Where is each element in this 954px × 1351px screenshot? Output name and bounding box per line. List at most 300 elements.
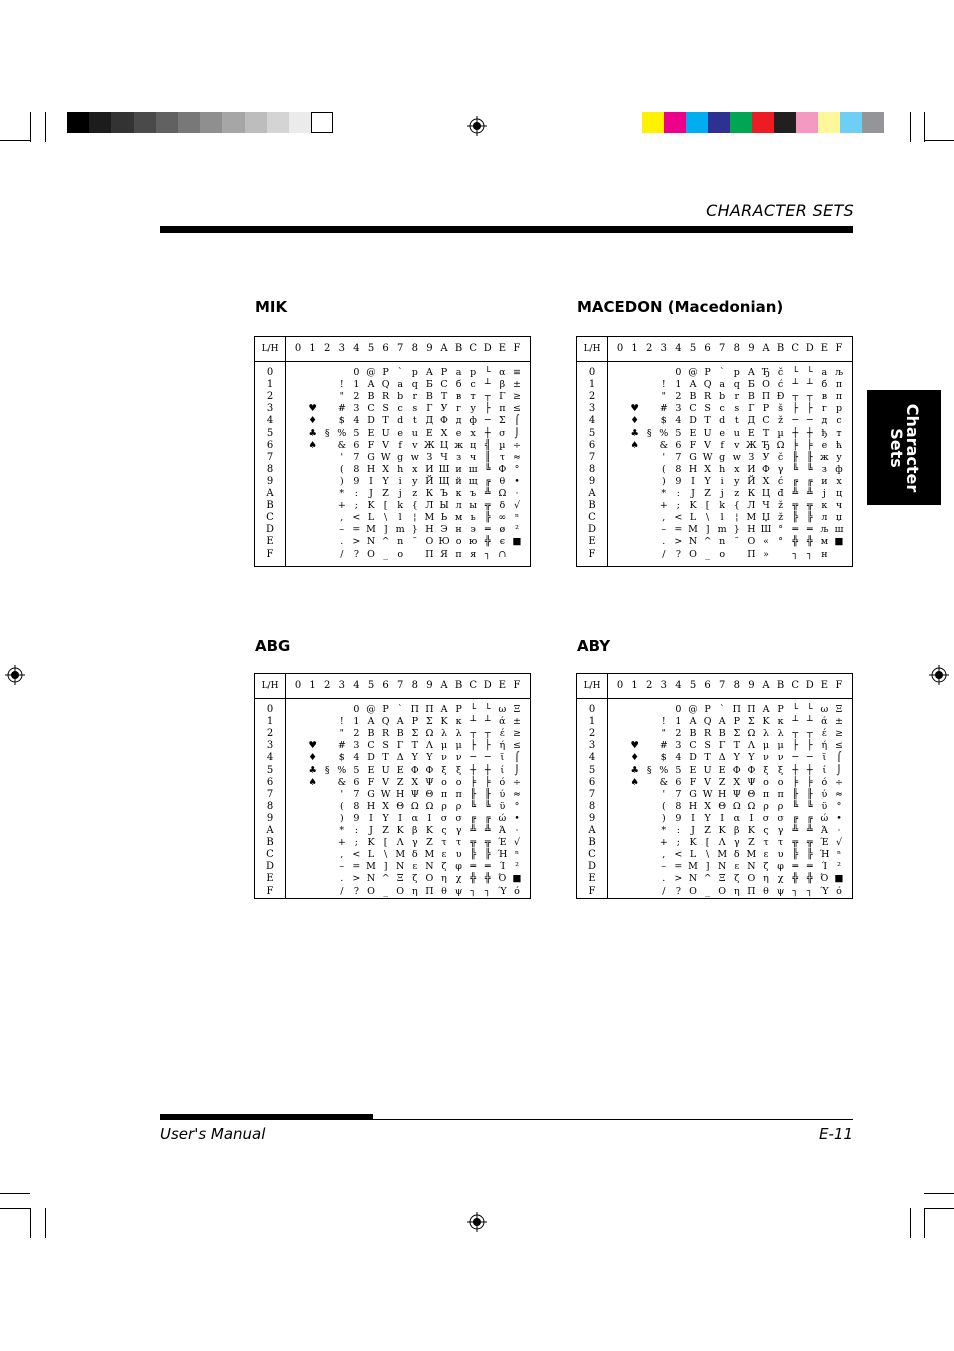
character-cell: ή	[821, 740, 828, 752]
character-cell: ν	[441, 752, 447, 764]
character-cell: Ш	[760, 524, 772, 536]
character-cell: "	[661, 728, 666, 740]
character-cell: C	[689, 740, 697, 752]
character-cell: Ω	[498, 488, 507, 499]
character-cell: У	[762, 451, 770, 463]
crop-mark	[924, 112, 925, 142]
character-cell: Ђ	[762, 367, 770, 378]
character-cell: W	[380, 788, 391, 800]
character-cell: ć	[777, 475, 784, 487]
character-cell: %	[337, 427, 347, 439]
character-cell: 9	[675, 475, 682, 487]
character-cell: \	[383, 849, 388, 861]
character-cell: η	[733, 885, 740, 897]
character-cell: «	[763, 536, 769, 548]
character-cell: ╚	[806, 800, 813, 812]
character-cell: ⌠	[514, 752, 520, 764]
character-cell: έ	[499, 728, 505, 740]
character-cell: κ	[777, 716, 784, 728]
character-cell: B	[689, 391, 697, 403]
character-cell: g	[719, 451, 726, 463]
character-cell: я	[470, 548, 477, 560]
character-cell: \	[383, 512, 388, 524]
character-cell: Р	[762, 403, 770, 415]
character-cell: β	[734, 825, 740, 836]
character-cell: z	[734, 488, 740, 499]
character-cell: ┼	[470, 764, 477, 776]
page-number: E-11	[819, 1125, 853, 1143]
row-header: D	[265, 524, 275, 536]
character-cell: ή	[499, 740, 506, 752]
character-cell: ^	[381, 536, 390, 548]
character-cell: β	[412, 825, 418, 836]
character-cell: ┴	[792, 379, 799, 391]
character-cell: F	[689, 776, 697, 788]
row-header: 9	[266, 812, 274, 824]
character-cell: Х	[440, 427, 448, 439]
character-cell: S	[382, 740, 389, 752]
character-cell: Ί	[499, 861, 506, 873]
character-cell: ώ	[498, 812, 507, 824]
character-cell: р	[835, 403, 843, 415]
column-header: 6	[382, 343, 389, 354]
character-cell: –	[339, 861, 345, 873]
character-cell: ш	[834, 524, 844, 536]
character-cell: ┴	[470, 716, 477, 728]
character-cell: ÷	[513, 776, 521, 788]
character-cell: ≤	[513, 403, 521, 415]
character-cell: ♥	[308, 740, 317, 752]
row-header: D	[265, 861, 275, 873]
character-cell: ├	[792, 403, 799, 415]
column-header: 8	[733, 343, 740, 354]
character-cell: K	[689, 837, 697, 849]
character-cell: ╦	[792, 500, 799, 512]
character-cell: Ж	[746, 439, 757, 451]
character-cell: V	[382, 776, 390, 788]
character-cell: ╟	[470, 788, 477, 800]
character-cell: ;	[354, 837, 358, 849]
character-cell: F	[689, 439, 697, 451]
character-cell: )	[661, 812, 666, 824]
character-cell: A	[440, 704, 448, 715]
character-cell: ά	[499, 716, 506, 728]
character-cell: ♥	[308, 403, 317, 415]
character-cell: &	[659, 776, 669, 788]
character-cell: ⁿ	[836, 849, 842, 861]
gray-swatch	[267, 112, 289, 133]
character-cell: ╔	[792, 812, 799, 824]
character-cell: W	[702, 451, 713, 463]
character-cell: c	[397, 403, 403, 415]
character-cell: X	[704, 800, 711, 812]
character-cell: '	[662, 451, 666, 463]
character-cell: └	[792, 704, 799, 715]
character-cell: џ	[835, 512, 843, 524]
character-cell: ,	[662, 512, 666, 524]
character-cell: l	[398, 512, 402, 524]
character-cell: τ	[455, 837, 462, 849]
character-cell: 0	[353, 704, 360, 715]
character-cell: G	[367, 788, 375, 800]
character-cell: !	[339, 379, 344, 391]
character-cell: γ	[777, 463, 784, 475]
character-cell: ┴	[792, 716, 799, 728]
character-cell: ζ	[763, 861, 769, 873]
row-header: 0	[588, 367, 596, 378]
character-cell: ж	[820, 451, 829, 463]
character-cell: \	[705, 512, 710, 524]
character-cell: Р	[777, 704, 784, 715]
character-cell: –	[661, 524, 667, 536]
character-cell: @	[366, 704, 376, 715]
character-cell: >	[352, 873, 361, 885]
character-cell: С	[440, 379, 448, 391]
character-cell: θ	[763, 885, 769, 897]
character-cell: Ъ	[440, 488, 448, 499]
row-header: 6	[588, 776, 596, 788]
character-cell: └	[484, 704, 491, 715]
character-cell: X	[382, 463, 389, 475]
character-cell: ╩	[792, 825, 799, 836]
character-cell: Q	[381, 716, 390, 728]
character-cell: I	[369, 812, 373, 824]
character-cell: Ω	[747, 800, 756, 812]
character-cell: g	[397, 451, 404, 463]
character-cell: љ	[834, 367, 843, 378]
character-cell: &	[337, 776, 347, 788]
character-cell: П	[425, 548, 434, 560]
character-cell: d	[397, 415, 404, 427]
character-cell: Ω	[732, 800, 741, 812]
character-cell: ┬	[484, 391, 491, 403]
character-cell: α	[411, 812, 418, 824]
character-cell: N	[688, 536, 698, 548]
character-cell: e	[719, 427, 725, 439]
character-cell: μ	[777, 740, 784, 752]
character-cell: U	[703, 427, 712, 439]
character-cell: р	[470, 367, 477, 378]
character-cell: ό	[821, 776, 828, 788]
character-cell: ╠	[792, 849, 799, 861]
row-header: E	[266, 873, 274, 885]
character-cell: y	[412, 475, 418, 487]
character-cell: Z	[382, 825, 389, 836]
character-cell: •	[836, 812, 842, 824]
character-cell: ╠	[484, 849, 491, 861]
character-cell: d	[719, 415, 726, 427]
character-cell: j	[398, 488, 402, 499]
character-cell: Π	[732, 704, 741, 715]
character-cell: Σ	[733, 728, 741, 740]
character-cell: č	[777, 451, 784, 463]
character-cell: σ	[762, 812, 770, 824]
row-header: D	[587, 861, 597, 873]
character-cell: ┐	[806, 885, 813, 897]
character-cell: b	[397, 391, 404, 403]
character-cell: ?	[675, 885, 681, 897]
character-cell: ±	[835, 716, 843, 728]
character-cell: ζ	[441, 861, 447, 873]
column-header: E	[498, 680, 507, 691]
character-cell: H	[688, 463, 698, 475]
character-cell: λ	[440, 728, 448, 740]
character-cell: ρ	[455, 800, 462, 812]
character-cell: ─	[484, 752, 491, 764]
character-cell: P	[704, 704, 711, 715]
character-cell: Џ	[761, 512, 771, 524]
character-cell: ∞	[498, 512, 507, 524]
character-cell: Ы	[439, 500, 449, 512]
column-header: E	[820, 680, 829, 691]
character-cell: *	[339, 488, 345, 499]
column-header: C	[791, 680, 800, 691]
character-cell: х	[470, 427, 476, 439]
character-cell: °	[778, 524, 783, 536]
character-cell: <	[352, 849, 361, 861]
character-cell: Ψ	[747, 776, 756, 788]
character-cell: `	[397, 367, 403, 378]
character-cell: y	[734, 475, 740, 487]
character-cell: ╬	[484, 536, 491, 548]
character-cell: L	[367, 512, 375, 524]
character-cell: ╦	[792, 837, 799, 849]
character-cell: ы	[469, 500, 477, 512]
character-cell: ,	[662, 849, 666, 861]
row-header: 4	[588, 752, 596, 764]
character-cell: Ω	[425, 800, 434, 812]
character-cell: <	[674, 849, 683, 861]
character-cell: ø	[499, 524, 506, 536]
character-cell: K	[689, 500, 697, 512]
character-table-macedon	[576, 336, 853, 567]
column-header: 0	[294, 680, 302, 691]
row-header: 5	[266, 427, 274, 439]
character-cell: ο	[763, 776, 769, 788]
row-header: B	[266, 500, 274, 512]
character-cell: Ψ	[732, 788, 741, 800]
character-cell: Ц	[439, 439, 449, 451]
character-cell: ±	[513, 379, 521, 391]
character-cell: ♦	[630, 752, 639, 764]
character-cell: O	[367, 885, 375, 897]
character-cell: у	[470, 403, 476, 415]
column-header: 6	[704, 343, 711, 354]
character-cell: Й	[747, 475, 756, 487]
character-cell: м	[454, 512, 463, 524]
character-cell: ╩	[806, 488, 813, 499]
character-cell: M	[688, 524, 698, 536]
character-cell: Γ	[718, 740, 726, 752]
character-cell: ϊ	[822, 752, 827, 764]
row-header: 1	[588, 716, 596, 728]
row-header: C	[266, 849, 274, 861]
character-cell: ⁿ	[514, 512, 520, 524]
row-header: 0	[266, 704, 274, 715]
character-cell: τ	[441, 837, 447, 849]
character-cell: }	[733, 524, 740, 536]
character-cell: З	[426, 451, 433, 463]
character-cell: M	[395, 849, 406, 861]
character-cell: ν	[455, 752, 462, 764]
character-cell: h	[397, 463, 404, 475]
character-cell: S	[382, 403, 389, 415]
character-cell: Θ	[396, 800, 405, 812]
gray-swatch	[222, 112, 244, 133]
character-cell: ш	[468, 463, 478, 475]
character-cell: ј	[822, 488, 826, 499]
table-header-row	[577, 674, 852, 699]
character-cell: ί	[500, 764, 505, 776]
character-cell: u	[411, 427, 418, 439]
character-cell: ┬	[470, 728, 477, 740]
character-cell: Θ	[747, 788, 756, 800]
character-cell: J	[691, 488, 695, 499]
column-header: 7	[397, 343, 404, 354]
column-header: D	[483, 343, 492, 354]
character-cell: 3	[675, 403, 682, 415]
character-cell: θ	[441, 885, 447, 897]
character-cell: H	[718, 788, 727, 800]
character-cell: H	[396, 788, 405, 800]
character-cell: ά	[821, 716, 828, 728]
character-cell: P	[733, 716, 740, 728]
row-header: F	[266, 885, 274, 897]
crop-mark	[0, 1193, 30, 1194]
character-cell: 7	[675, 451, 682, 463]
character-cell: χ	[777, 873, 784, 885]
character-cell: ς	[763, 825, 769, 836]
row-header: 7	[588, 451, 596, 463]
character-cell: Λ	[396, 837, 404, 849]
character-cell: υ	[455, 849, 462, 861]
character-cell: и	[455, 463, 462, 475]
character-cell: О	[762, 379, 770, 391]
character-cell: υ	[777, 849, 784, 861]
character-cell: 9	[353, 812, 360, 824]
character-cell: ²	[515, 524, 519, 536]
character-cell: P	[704, 367, 711, 378]
character-cell: E	[689, 427, 697, 439]
character-cell: &	[659, 439, 669, 451]
column-header: 2	[324, 343, 331, 354]
character-cell: ┐	[484, 548, 491, 560]
character-cell: ζ	[734, 873, 740, 885]
character-cell: N	[688, 873, 698, 885]
character-cell: §	[646, 427, 652, 439]
character-cell: ═	[484, 524, 491, 536]
character-cell: ♣	[630, 764, 639, 776]
character-cell: м	[820, 536, 829, 548]
character-cell: X	[704, 463, 711, 475]
character-cell: ч	[835, 500, 843, 512]
character-cell: ╠	[470, 849, 477, 861]
character-cell: ]	[383, 861, 388, 873]
character-cell: ρ	[763, 800, 769, 812]
character-cell: ю	[469, 536, 478, 548]
row-header: 2	[266, 391, 274, 403]
character-cell: [	[383, 837, 388, 849]
color-swatch	[730, 112, 752, 133]
character-cell: G	[689, 788, 697, 800]
character-cell: t	[734, 415, 739, 427]
character-cell: P	[382, 367, 389, 378]
character-cell: ┴	[806, 716, 813, 728]
character-cell: ν	[777, 752, 784, 764]
character-cell: Y	[733, 752, 740, 764]
character-cell: ρ	[441, 800, 447, 812]
character-cell: Ω	[776, 439, 785, 451]
column-header: 3	[338, 680, 345, 691]
character-cell: π	[455, 788, 462, 800]
character-cell: ц	[835, 488, 843, 499]
character-cell: └	[484, 367, 491, 378]
character-cell: +	[659, 500, 668, 512]
character-cell: N	[396, 861, 405, 873]
character-cell: I	[720, 812, 725, 824]
character-cell: a	[397, 379, 404, 391]
character-cell: ≥	[835, 728, 843, 740]
character-cell: ╟	[792, 451, 799, 463]
character-cell: э	[470, 524, 476, 536]
character-cell: R	[382, 391, 390, 403]
character-cell: f	[720, 439, 724, 451]
character-cell: J	[691, 825, 695, 836]
character-cell: Ό	[820, 873, 829, 885]
character-cell: ž	[778, 415, 784, 427]
character-cell: ┴	[806, 379, 813, 391]
character-cell: &	[337, 439, 347, 451]
row-header: 7	[588, 788, 596, 800]
character-cell: 8	[675, 800, 682, 812]
character-cell: σ	[440, 812, 448, 824]
character-cell: K	[762, 716, 770, 728]
character-cell: F	[367, 439, 375, 451]
column-header: 6	[382, 680, 389, 691]
row-header: 6	[266, 776, 274, 788]
character-cell: #	[659, 740, 668, 752]
character-cell: Δ	[718, 752, 726, 764]
character-cell: <	[352, 512, 361, 524]
character-cell: ≈	[513, 451, 521, 463]
character-cell: ²	[837, 861, 841, 873]
character-cell: D	[689, 752, 697, 764]
registration-target-icon	[929, 665, 949, 685]
character-cell: 0	[675, 704, 682, 715]
character-cell: Ξ	[513, 704, 521, 715]
character-cell: ϋ	[499, 800, 506, 812]
character-cell: Й	[425, 475, 434, 487]
table-title-aby: ABY	[577, 637, 611, 655]
character-cell: v	[412, 439, 418, 451]
character-cell: Л	[425, 500, 434, 512]
character-cell: η	[411, 885, 418, 897]
column-header: E	[498, 343, 507, 354]
character-cell: S	[704, 403, 711, 415]
character-cell: x	[734, 463, 740, 475]
character-cell: ϋ	[821, 800, 828, 812]
character-cell: 6	[675, 439, 682, 451]
character-cell: l	[720, 512, 724, 524]
character-cell: ╦	[484, 500, 491, 512]
column-header: 1	[309, 680, 316, 691]
character-cell: ├	[806, 403, 813, 415]
character-cell: ─	[806, 415, 813, 427]
character-cell: O	[396, 885, 405, 897]
character-cell: ć	[777, 379, 784, 391]
character-cell: Ω	[425, 728, 434, 740]
character-cell: s	[734, 403, 740, 415]
